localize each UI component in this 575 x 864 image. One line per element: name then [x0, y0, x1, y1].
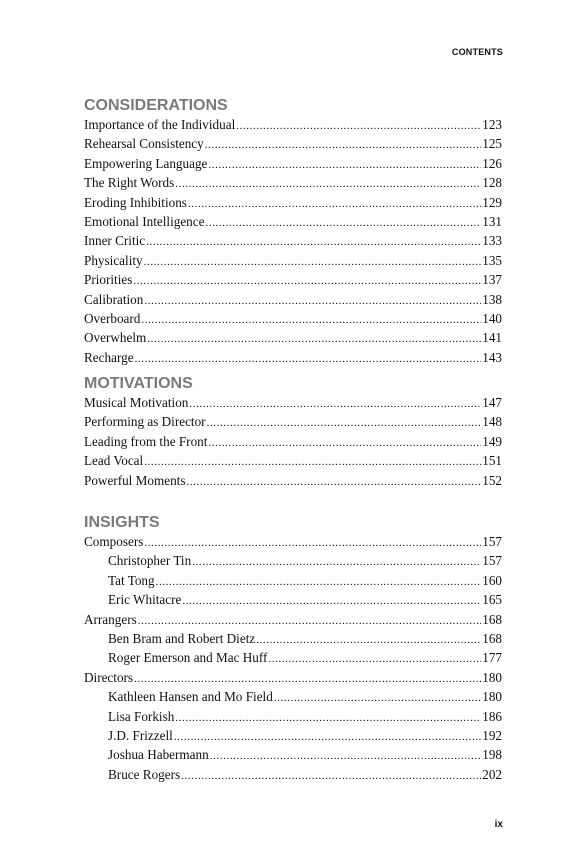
entry-page: 137 — [482, 272, 502, 288]
entry-title: Kathleen Hansen and Mo Field — [108, 689, 273, 705]
dot-leader — [144, 454, 481, 471]
entry-title: Physicality — [84, 252, 143, 268]
dot-leader — [135, 351, 482, 368]
entry-title: Lisa Forkish — [108, 708, 175, 724]
entry-title: Overboard — [84, 311, 141, 327]
dot-leader — [144, 535, 481, 552]
entry-title: Inner Critic — [84, 233, 146, 249]
entry-title: Bruce Rogers — [108, 766, 181, 782]
toc-entry[interactable] — [84, 329, 502, 348]
toc-entry[interactable] — [84, 194, 502, 213]
dot-leader — [205, 137, 481, 154]
dot-leader — [256, 632, 481, 649]
entry-title: Powerful Moments — [84, 472, 186, 488]
toc-subentry[interactable] — [84, 552, 502, 571]
entry-page: 202 — [482, 766, 502, 782]
dot-leader — [175, 710, 481, 727]
dot-leader — [208, 435, 481, 452]
toc-entry[interactable] — [84, 452, 502, 471]
entry-page: 138 — [482, 291, 502, 307]
dot-leader — [205, 215, 481, 232]
entry-page: 131 — [482, 214, 502, 230]
section-title: MOTIVATIONS — [84, 375, 193, 392]
entry-page: 141 — [482, 330, 502, 346]
toc-subentry[interactable] — [84, 708, 502, 727]
dot-leader — [186, 474, 481, 491]
dot-leader — [146, 234, 481, 251]
toc-entry[interactable] — [84, 472, 502, 491]
toc-entry[interactable] — [84, 174, 502, 193]
toc-entry[interactable] — [84, 394, 502, 413]
dot-leader — [174, 729, 481, 746]
dot-leader — [188, 196, 481, 213]
toc-subentry[interactable] — [84, 727, 502, 746]
entry-page: 133 — [482, 233, 502, 249]
entry-page: 160 — [482, 572, 502, 588]
entry-page: 126 — [482, 155, 502, 171]
dot-leader — [192, 554, 481, 571]
entry-page: 157 — [482, 553, 502, 569]
running-head: CONTENTS — [451, 47, 503, 57]
entry-title: Rehearsal Consistency — [84, 136, 204, 152]
entry-page: 151 — [482, 453, 502, 469]
entry-page: 140 — [482, 311, 502, 327]
entry-page: 186 — [482, 708, 502, 724]
page-number: ix — [494, 819, 503, 830]
toc-subentry[interactable] — [84, 649, 502, 668]
toc-subentry[interactable] — [84, 766, 502, 785]
entry-title: Lead Vocal — [84, 453, 144, 469]
dot-leader — [268, 651, 481, 668]
dot-leader — [210, 748, 482, 765]
dot-leader — [181, 768, 481, 785]
toc-entry[interactable] — [84, 232, 502, 251]
toc-entry[interactable] — [84, 252, 502, 271]
toc-entry[interactable] — [84, 291, 502, 310]
entry-title: Musical Motivation — [84, 395, 189, 410]
entry-page: 192 — [482, 728, 502, 744]
toc-entry[interactable] — [84, 669, 502, 688]
toc-entry[interactable] — [84, 310, 502, 329]
entry-title: Directors — [84, 669, 134, 685]
toc-section-motivations — [84, 374, 502, 491]
entry-page: 129 — [482, 194, 502, 210]
entry-page: 177 — [482, 650, 502, 666]
toc-subentry[interactable] — [84, 591, 502, 610]
entry-title: Importance of the Individual — [84, 117, 236, 132]
dot-leader — [147, 331, 481, 348]
toc-section-insights — [84, 513, 502, 785]
entry-page: 148 — [482, 414, 502, 430]
dot-leader — [134, 671, 481, 688]
entry-title: Joshua Habermann — [108, 747, 209, 763]
entry-page: 165 — [482, 592, 502, 608]
entry-title: Arrangers — [84, 611, 137, 627]
entry-title: Leading from the Front — [84, 433, 208, 449]
entry-title: Tat Tong — [108, 572, 155, 588]
dot-leader — [138, 613, 481, 630]
toc-subentry[interactable] — [84, 688, 502, 707]
toc-entry[interactable] — [84, 155, 502, 174]
toc-subentry[interactable] — [84, 746, 502, 765]
toc-subentry[interactable] — [84, 630, 502, 649]
entry-page: 180 — [482, 669, 502, 685]
entry-page: 198 — [482, 747, 502, 763]
dot-leader — [133, 273, 481, 290]
toc-entry[interactable] — [84, 533, 502, 552]
entry-title: The Right Words — [84, 175, 175, 191]
entry-page: 180 — [482, 689, 502, 705]
dot-leader — [208, 157, 481, 174]
section-title: CONSIDERATIONS — [84, 97, 228, 114]
toc-entry[interactable] — [84, 213, 502, 232]
entry-page: 168 — [482, 631, 502, 647]
entry-title: Calibration — [84, 291, 144, 307]
section-title: INSIGHTS — [84, 514, 160, 531]
entry-title: Eric Whitacre — [108, 592, 182, 608]
dot-leader — [182, 593, 481, 610]
toc-entry[interactable] — [84, 433, 502, 452]
entry-title: J.D. Frizzell — [108, 728, 173, 744]
entry-title: Eroding Inhibitions — [84, 194, 187, 210]
entry-title: Empowering Language — [84, 155, 208, 171]
dot-leader — [207, 415, 482, 432]
entry-title: Recharge — [84, 349, 134, 365]
entry-page: 135 — [482, 252, 502, 268]
entry-page: 152 — [482, 472, 502, 488]
dot-leader — [274, 690, 481, 707]
dot-leader — [141, 312, 481, 329]
toc-entry[interactable] — [84, 271, 502, 290]
entry-page: 168 — [482, 611, 502, 627]
toc-entry[interactable] — [84, 135, 502, 154]
entry-title: Christopher Tin — [108, 553, 192, 569]
toc-entry[interactable] — [84, 116, 502, 135]
entry-title: Priorities — [84, 272, 133, 288]
entry-page: 147 — [482, 395, 502, 410]
toc-entry[interactable] — [84, 349, 502, 368]
entry-page: 143 — [482, 349, 502, 365]
toc-entry[interactable] — [84, 611, 502, 630]
entry-title: Emotional Intelligence — [84, 214, 205, 230]
entry-title: Overwhelm — [84, 330, 147, 346]
entry-page: 157 — [482, 534, 502, 549]
toc-subentry[interactable] — [84, 572, 502, 591]
entry-title: Roger Emerson and Mac Huff — [108, 650, 268, 666]
entry-title: Ben Bram and Robert Dietz — [108, 631, 256, 647]
dot-leader — [236, 118, 481, 135]
entry-title: Composers — [84, 534, 144, 549]
entry-page: 125 — [482, 136, 502, 152]
entry-page: 128 — [482, 175, 502, 191]
entry-page: 149 — [482, 433, 502, 449]
entry-page: 123 — [482, 117, 502, 132]
dot-leader — [144, 293, 481, 310]
dot-leader — [144, 254, 482, 271]
toc-entry[interactable] — [84, 413, 502, 432]
dot-leader — [189, 396, 481, 413]
toc-section-considerations — [84, 96, 502, 368]
entry-title: Performing as Director — [84, 414, 206, 430]
dot-leader — [175, 176, 481, 193]
dot-leader — [156, 574, 482, 591]
